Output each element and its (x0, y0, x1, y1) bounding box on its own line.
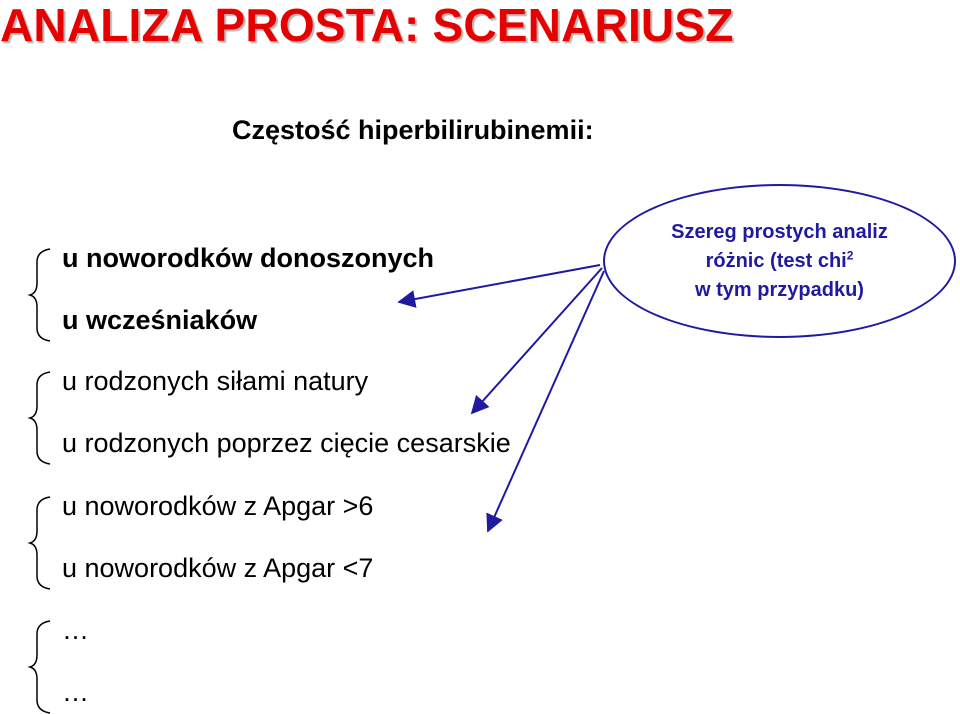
slide-subtitle: Częstość hiperbilirubinemii: (232, 115, 594, 145)
arrow-to-group-1 (399, 265, 600, 302)
brace-group-3 (30, 497, 50, 589)
arrow-to-group-3 (488, 271, 604, 531)
callout-line-1: Szereg prostych analiz (671, 220, 888, 243)
arrow-to-group-2 (472, 268, 602, 413)
list-item-ellipsis-1: … (62, 615, 89, 645)
slide-title: ANALIZA PROSTA: SCENARIUSZ (0, 0, 734, 51)
callout-line-3: w tym przypadku) (695, 278, 864, 301)
callout-superscript: 2 (846, 247, 854, 262)
list-item-apgar-high: u noworodków z Apgar >6 (62, 491, 374, 521)
list-item-apgar-low: u noworodków z Apgar <7 (62, 553, 374, 583)
list-item-preterm: u wcześniaków (62, 305, 258, 335)
list-item-ellipsis-2: … (62, 677, 89, 707)
list-item-term-newborns: u noworodków donoszonych (62, 243, 434, 273)
brace-group-4 (30, 621, 50, 713)
list-item-natural-birth: u rodzonych siłami natury (62, 366, 369, 396)
brace-group-2 (30, 372, 50, 464)
callout-line-2-text: różnic (test chi (705, 249, 847, 272)
list-item-caesarean: u rodzonych poprzez cięcie cesarskie (62, 428, 511, 458)
brace-group-1 (30, 249, 50, 341)
